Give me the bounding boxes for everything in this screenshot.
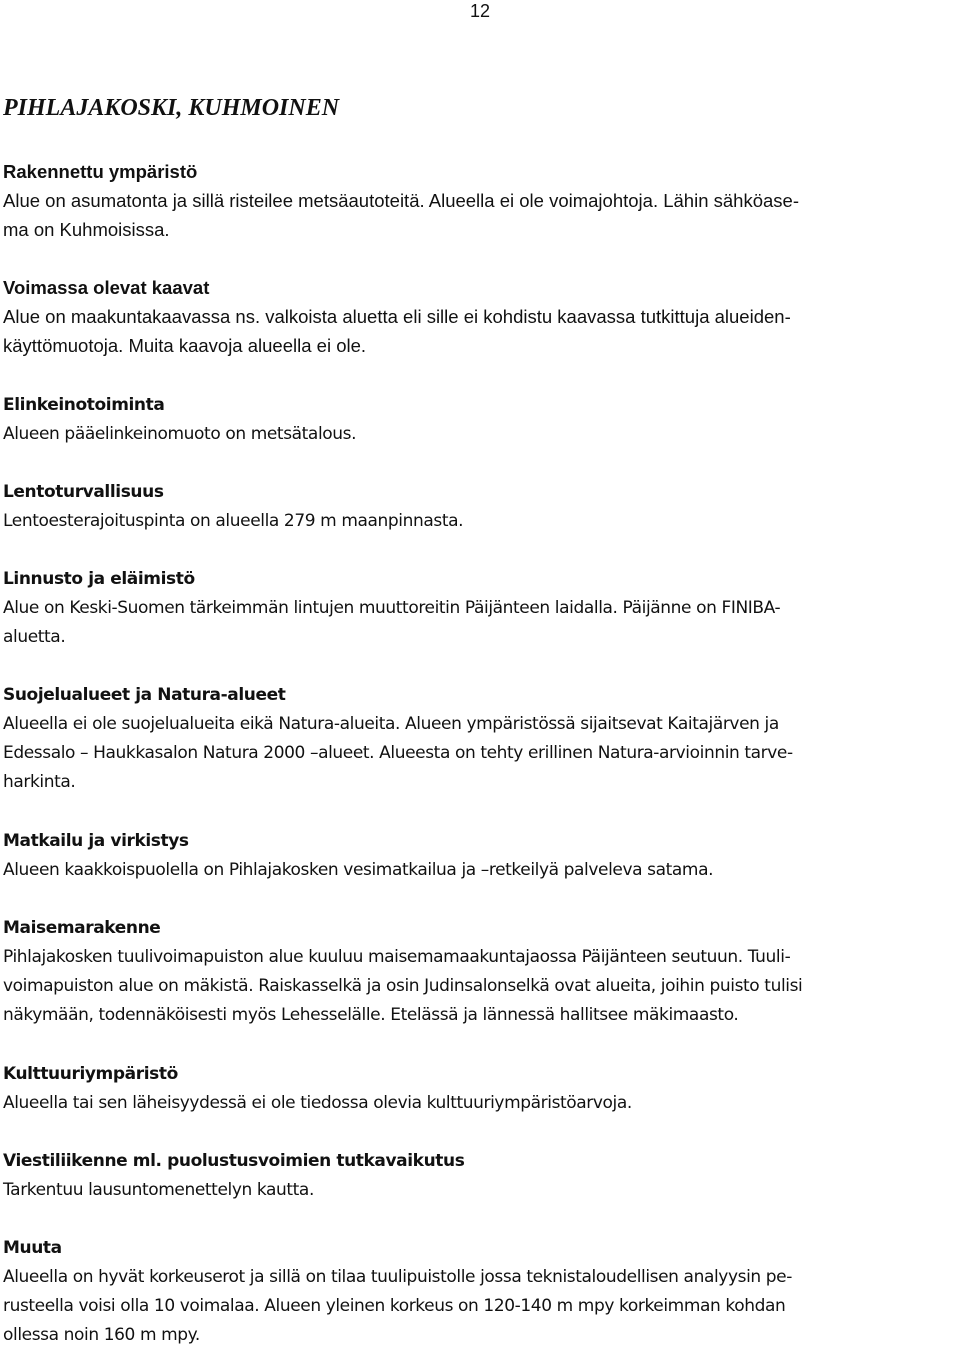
section-heading: Kulttuuriympäristö	[3, 1064, 178, 1084]
section-other	[3, 1234, 957, 1350]
body-line: Edessalo – Haukkasalon Natura 2000 –alueet. Alueesta on tehty erillinen Natura-arvioinnin tarve-	[3, 743, 793, 763]
body-line: Alueella ei ole suojelualueita eikä Natura-alueita. Alueen ympäristössä sijaitsevat Kaitajärven ja	[3, 714, 779, 734]
body-line: Alueen kaakkoispuolella on Pihlajakosken vesimatkailua ja –retkeilyä palveleva satama.	[3, 860, 714, 880]
page-number: 12	[469, 1, 491, 21]
body-line: Alue on Keski-Suomen tärkeimmän lintujen muuttoreitin Päijänteen laidalla. Päijänne on FINIBA-	[3, 598, 781, 618]
body-line: käyttömuotoja. Muita kaavoja alueella ei ole.	[3, 335, 367, 356]
section-tourism-recreation	[3, 827, 957, 885]
section-heading: Matkailu ja virkistys	[3, 831, 189, 851]
section-aviation-safety	[3, 478, 957, 536]
section-landscape-structure	[3, 914, 957, 1030]
body-line: näkymään, todennäköisesti myös Lehesselälle. Etelässä ja lännessä hallitsee mäkimaasto.	[3, 1005, 739, 1025]
section-built-environment	[3, 157, 957, 244]
section-cultural-environment	[3, 1060, 957, 1118]
body-line: Lentoesterajoituspinta on alueella 279 m maanpinnasta.	[3, 511, 464, 531]
body-line: ma on Kuhmoisissa.	[3, 219, 170, 240]
section-heading: Viestiliikenne ml. puolustusvoimien tutkavaikutus	[3, 1151, 465, 1171]
body-line: aluetta.	[3, 627, 66, 647]
body-line: Alue on asumatonta ja sillä risteilee metsäautoteitä. Alueella ei ole voimajohtoja. Lähin sähköase-	[3, 190, 799, 211]
section-heading: Maisemarakenne	[3, 918, 161, 938]
body-line: voimapuiston alue on mäkistä. Raiskasselkä ja osin Judinsalonselkä ovat alueita, joihin puisto tulisi	[3, 976, 803, 996]
section-heading: Elinkeinotoiminta	[3, 395, 165, 415]
section-heading: Lentoturvallisuus	[3, 482, 164, 502]
section-heading: Voimassa olevat kaavat	[3, 277, 210, 298]
section-heading: Muuta	[3, 1238, 62, 1258]
body-line: ollessa noin 160 m mpy.	[3, 1325, 200, 1345]
section-telecommunications	[3, 1147, 957, 1205]
body-line: Alue on maakuntakaavassa ns. valkoista aluetta eli sille ei kohdistu kaavassa tutkittuja alueiden-	[3, 306, 791, 327]
section-heading: Linnusto ja eläimistö	[3, 569, 195, 589]
body-line: Alueella on hyvät korkeuserot ja sillä on tilaa tuulipuistolle jossa teknistaloudellisen analyysin pe-	[3, 1267, 792, 1287]
body-line: Tarkentuu lausuntomenettelyn kautta.	[3, 1180, 314, 1200]
body-line: harkinta.	[3, 772, 76, 792]
body-line: Pihlajakosken tuulivoimapuiston alue kuuluu maisemamaakuntajaossa Päijänteen seutuun. Tuuli-	[3, 947, 791, 967]
section-zoning-plans	[3, 273, 957, 360]
body-line: rusteella voisi olla 10 voimalaa. Alueen yleinen korkeus on 120-140 m mpy korkeimman kohdan	[3, 1296, 786, 1316]
document-title: PIHLAJAKOSKI, KUHMOINEN	[3, 95, 340, 121]
section-protected-areas	[3, 681, 957, 797]
body-line: Alueella tai sen läheisyydessä ei ole tiedossa olevia kulttuuriympäristöarvoja.	[3, 1093, 632, 1113]
section-birds-wildlife	[3, 565, 957, 652]
section-livelihoods	[3, 391, 957, 449]
section-heading: Rakennettu ympäristö	[3, 161, 198, 182]
section-heading: Suojelualueet ja Natura-alueet	[3, 685, 286, 705]
body-line: Alueen pääelinkeinomuoto on metsätalous.	[3, 424, 357, 444]
